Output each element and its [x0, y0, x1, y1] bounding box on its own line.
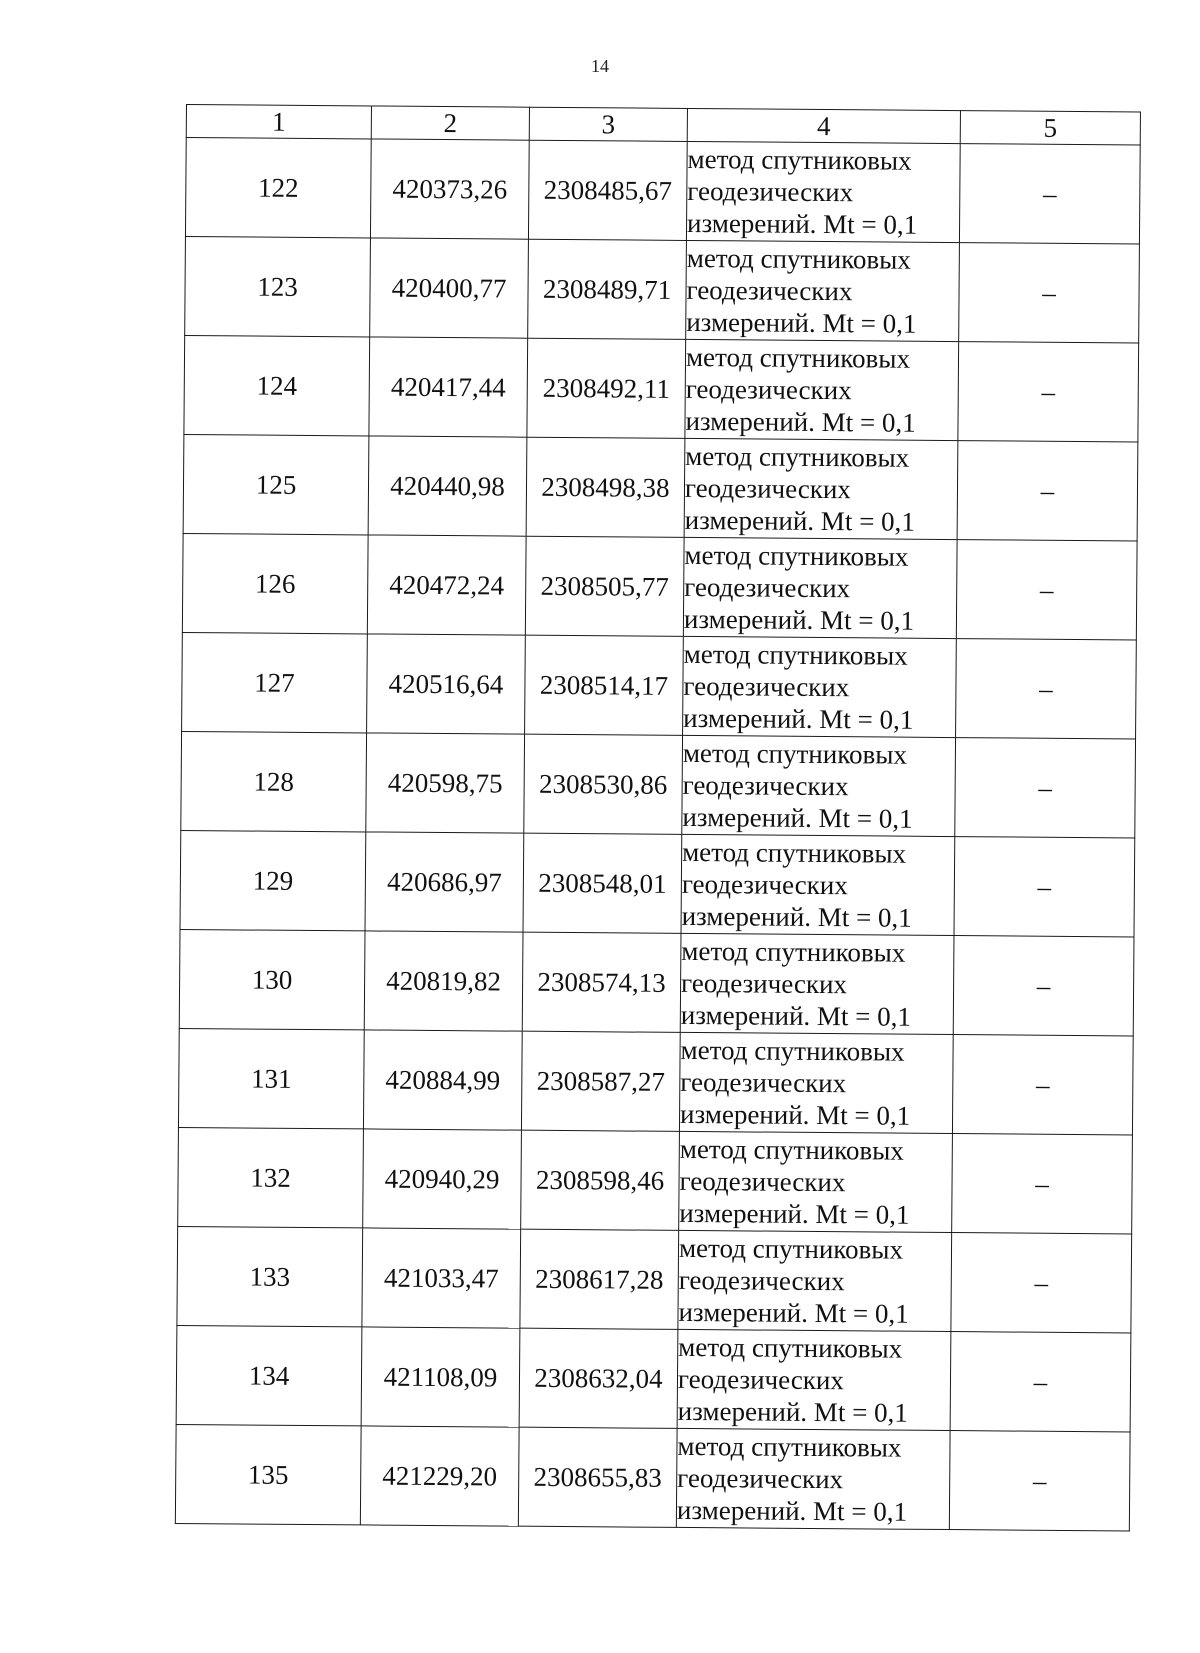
method-line: метод спутниковых [679, 1133, 904, 1166]
table-row [178, 1127, 1133, 1233]
method-cell [683, 537, 957, 638]
method-line: геодезических [684, 472, 852, 505]
method-line: измерений. Mt = 0,1 [678, 1296, 909, 1329]
error-cell: – [952, 1134, 1133, 1234]
error-cell: – [959, 144, 1140, 244]
method-cell [685, 339, 959, 440]
point-number-cell: 130 [179, 929, 365, 1029]
method-line: геодезических [677, 1462, 844, 1495]
method-cell [681, 834, 955, 935]
method-line: геодезических [684, 571, 851, 604]
coordinate-x-cell: 420884,99 [363, 1030, 522, 1130]
coordinate-x-cell: 421108,09 [361, 1327, 520, 1427]
coordinate-y-cell: 2308655,83 [518, 1427, 677, 1527]
coordinate-x-cell: 420440,98 [368, 436, 527, 536]
method-cell [680, 933, 954, 1034]
coordinate-y-cell: 2308617,28 [520, 1229, 679, 1329]
table-row [179, 929, 1134, 1035]
error-cell: – [955, 738, 1136, 838]
point-number-cell: 122 [185, 138, 371, 238]
method-line: геодезических [680, 1066, 847, 1099]
error-cell: – [956, 639, 1137, 739]
method-cell [683, 636, 957, 737]
coordinate-y-cell: 2308492,11 [527, 338, 686, 438]
point-number-cell: 127 [182, 632, 368, 732]
method-line: измерений. Mt = 0,1 [676, 1494, 908, 1527]
column-header: 1 [186, 105, 371, 139]
point-number-cell: 134 [176, 1325, 362, 1425]
coordinate-y-cell: 2308598,46 [521, 1130, 680, 1230]
point-number-cell: 128 [181, 731, 367, 831]
method-line: измерений. Mt = 0,1 [679, 1197, 910, 1230]
method-line: метод спутниковых [684, 539, 909, 572]
method-line: метод спутниковых [683, 638, 908, 671]
coordinate-y-cell: 2308632,04 [519, 1328, 678, 1428]
method-line: геодезических [685, 373, 852, 406]
coordinate-y-cell: 2308489,71 [528, 239, 687, 339]
coordinate-y-cell: 2308498,38 [526, 437, 685, 537]
table-row [182, 632, 1137, 738]
method-line: геодезических [680, 967, 848, 1000]
coordinate-y-cell: 2308530,86 [524, 734, 683, 834]
error-cell: – [957, 441, 1138, 541]
point-number-cell: 135 [175, 1424, 361, 1524]
coordinate-y-cell: 2308485,67 [528, 140, 687, 240]
method-line: измерений. Mt = 0,1 [685, 405, 916, 438]
method-line: метод спутниковых [685, 341, 911, 374]
coordinate-x-cell: 420598,75 [366, 733, 525, 833]
column-header: 5 [960, 111, 1140, 145]
method-cell [677, 1329, 951, 1430]
column-header: 4 [687, 108, 960, 143]
method-line: геодезических [677, 1363, 845, 1396]
table-row [184, 335, 1139, 441]
method-line: метод спутниковых [682, 737, 908, 770]
method-line: метод спутниковых [685, 440, 910, 473]
method-line: геодезических [687, 175, 854, 208]
coordinate-y-cell: 2308505,77 [525, 536, 684, 636]
coordinate-y-cell: 2308587,27 [521, 1031, 680, 1131]
method-line: геодезических [678, 1264, 845, 1297]
method-line: геодезических [683, 670, 850, 703]
method-line: метод спутниковых [686, 242, 911, 275]
method-line: измерений. Mt = 0,1 [683, 702, 914, 735]
page-number: 14 [591, 56, 609, 76]
method-line: метод спутниковых [687, 143, 912, 176]
method-line: геодезических [686, 274, 853, 307]
coordinate-x-cell: 420373,26 [370, 139, 529, 239]
method-cell [682, 735, 956, 836]
table-row [176, 1325, 1131, 1431]
point-number-cell: 125 [183, 434, 369, 534]
method-line: измерений. Mt = 0,1 [681, 900, 912, 933]
method-line: измерений. Mt = 0,1 [679, 1098, 911, 1131]
table-row [182, 533, 1137, 639]
method-cell [678, 1230, 952, 1331]
error-cell: – [951, 1233, 1132, 1333]
coordinate-y-cell: 2308548,01 [523, 833, 682, 933]
coordinate-x-cell: 421229,20 [360, 1426, 519, 1526]
table-row [185, 236, 1140, 342]
error-cell: – [952, 1035, 1133, 1135]
coordinate-x-cell: 420400,77 [370, 238, 529, 338]
table-body [175, 138, 1140, 1531]
error-cell: – [959, 243, 1140, 343]
coordinate-y-cell: 2308514,17 [525, 635, 684, 735]
coordinate-x-cell: 421033,47 [362, 1228, 521, 1328]
point-number-cell: 123 [185, 236, 371, 336]
error-cell: – [949, 1431, 1130, 1531]
point-number-cell: 131 [178, 1028, 364, 1128]
table-row [181, 731, 1136, 837]
table-row [178, 1028, 1133, 1134]
point-number-cell: 129 [180, 830, 366, 930]
point-number-cell: 133 [177, 1226, 363, 1326]
method-line: измерений. Mt = 0,1 [684, 504, 915, 537]
method-line: геодезических [682, 769, 849, 802]
method-cell [686, 141, 960, 242]
table-row [180, 830, 1135, 936]
method-line: метод спутниковых [677, 1430, 902, 1463]
method-line: измерений. Mt = 0,1 [686, 306, 917, 339]
method-cell [679, 1032, 953, 1133]
method-cell [679, 1131, 953, 1232]
table-row [177, 1226, 1132, 1332]
table-row [185, 138, 1140, 244]
table-row [183, 434, 1138, 540]
coordinates-table [175, 104, 1141, 1531]
method-line: метод спутниковых [680, 1034, 905, 1067]
method-line: геодезических [679, 1165, 846, 1198]
error-cell: – [956, 540, 1137, 640]
method-cell [686, 240, 960, 341]
point-number-cell: 124 [184, 335, 370, 435]
point-number-cell: 126 [182, 533, 368, 633]
method-line: измерений. Mt = 0,1 [677, 1395, 908, 1428]
method-cell [676, 1428, 950, 1529]
table-row [175, 1424, 1130, 1530]
method-line: метод спутниковых [678, 1331, 903, 1364]
error-cell: – [953, 936, 1134, 1036]
point-number-cell: 132 [178, 1127, 364, 1227]
coordinate-y-cell: 2308574,13 [522, 932, 681, 1032]
column-header: 2 [371, 106, 529, 140]
method-line: измерений. Mt = 0,1 [680, 999, 912, 1032]
coordinate-x-cell: 420472,24 [367, 535, 526, 635]
error-cell: – [954, 837, 1135, 937]
column-header: 3 [529, 107, 687, 141]
coordinate-x-cell: 420516,64 [367, 634, 526, 734]
method-line: измерений. Mt = 0,1 [683, 603, 915, 636]
method-line: метод спутниковых [678, 1232, 904, 1265]
coordinate-x-cell: 420819,82 [364, 931, 523, 1031]
method-line: геодезических [681, 868, 848, 901]
coordinate-x-cell: 420940,29 [363, 1129, 522, 1229]
coordinate-x-cell: 420417,44 [369, 337, 528, 437]
method-cell [684, 438, 958, 539]
method-line: измерений. Mt = 0,1 [682, 801, 913, 834]
error-cell: – [958, 342, 1139, 442]
method-line: измерений. Mt = 0,1 [686, 207, 918, 240]
method-line: метод спутниковых [682, 836, 907, 869]
coordinate-x-cell: 420686,97 [365, 832, 524, 932]
error-cell: – [950, 1332, 1131, 1432]
method-line: метод спутниковых [681, 935, 906, 968]
